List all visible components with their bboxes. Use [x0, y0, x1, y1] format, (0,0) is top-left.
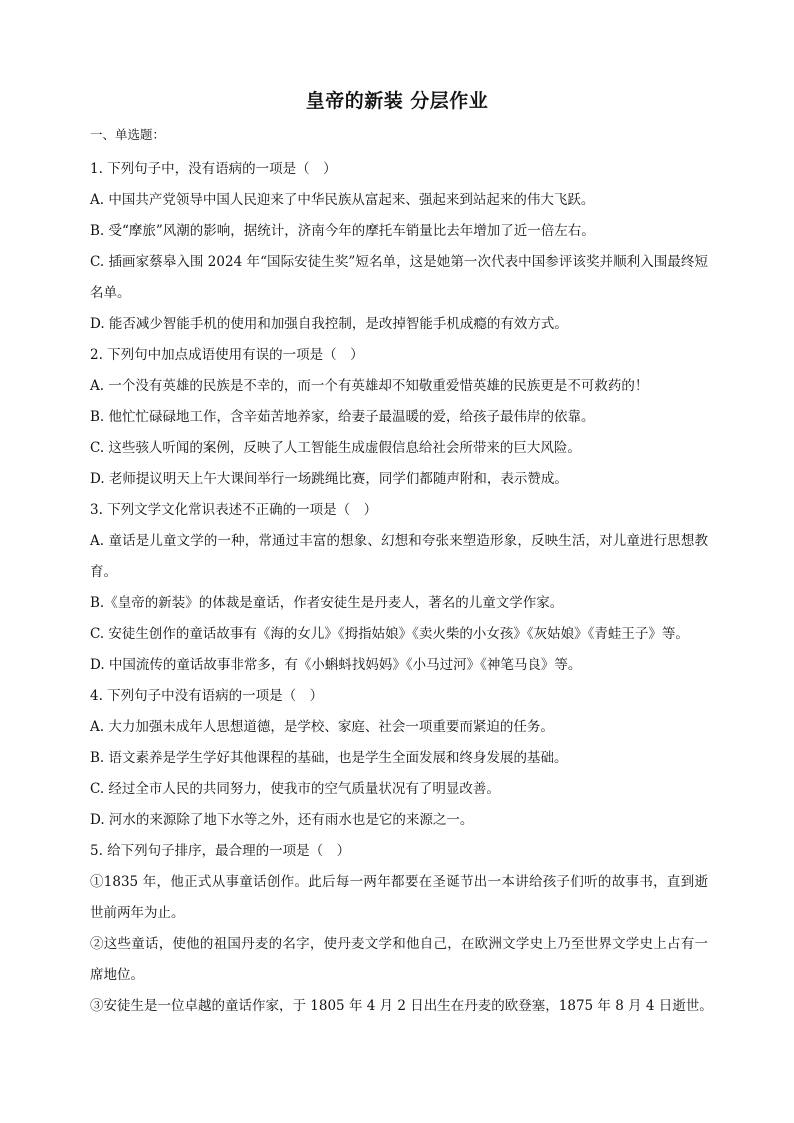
question-2-option-b: B. 他忙忙碌碌地工作，含辛茹苦地养家，给妻子最温暖的爱，给孩子最伟岸的依靠。 [90, 409, 595, 425]
question-1-option-a: A. 中国共产党领导中国人民迎来了中华民族从富起来、强起来到站起来的伟大飞跃。 [90, 192, 595, 208]
question-2-option-a: A. 一个没有英雄的民族是不幸的，而一个有英雄却不知敬重爱惜英雄的民族更是不可救药的！ [90, 378, 649, 394]
question-4-option-d: D. 河水的来源除了地下水等之外，还有雨水也是它的来源之一。 [90, 812, 474, 828]
question-2-option-d: D. 老师提议明天上午大课间举行一场跳绳比赛，同学们都随声附和，表示赞成。 [90, 471, 568, 487]
document-body [90, 124, 713, 1022]
question-3-option-a: A. 童话是儿童文学的一种，常通过丰富的想象、幻想和夸张来塑造形象，反映生活，对儿童进行思想教育。 [90, 533, 708, 580]
question-5-sentence-2: ②这些童话，使他的祖国丹麦的名字，使丹麦文学和他自己，在欧洲文学史上乃至世界文学史上占有一席地位。 [90, 936, 708, 983]
question-1-stem: 1. 下列句子中，没有语病的一项是（ ） [90, 161, 337, 177]
page-title: 皇帝的新装 分层作业 [305, 90, 489, 112]
section-heading: 一、单选题： [90, 127, 166, 142]
question-1-option-b: B. 受“摩旅”风潮的影响，据统计，济南今年的摩托车销量比去年增加了近一倍左右。 [90, 223, 595, 239]
question-2-stem: 2. 下列句中加点成语使用有误的一项是（ ） [90, 347, 364, 363]
question-4-option-b: B. 语文素养是学生学好其他课程的基础，也是学生全面发展和终身发展的基础。 [90, 750, 568, 766]
question-3-option-b: B.《皇帝的新装》的体裁是童话，作者安徒生是丹麦人，著名的儿童文学作家。 [90, 595, 564, 611]
question-4-stem: 4. 下列句子中没有语病的一项是（ ） [90, 688, 324, 704]
question-3-option-c: C. 安徒生创作的童话故事有《海的女儿》《拇指姑娘》《卖火柴的小女孩》《灰姑娘》《青蛙王子》等。 [90, 626, 689, 642]
question-5-stem: 5. 给下列句子排序，最合理的一项是（ ） [90, 843, 351, 859]
question-1-option-c: C. 插画家蔡皋入围 2024 年“国际安徒生奖”短名单，这是她第一次代表中国参评该奖并顺利入围最终短名单。 [90, 254, 708, 301]
question-5-sentence-3: ③安徒生是一位卓越的童话作家，于 1805 年 4 月 2 日出生在丹麦的欧登塞，1875 年 8 月 4 日逝世。 [90, 998, 713, 1014]
question-3-stem: 3. 下列文学文化常识表述不正确的一项是（ ） [90, 502, 378, 518]
question-4-option-a: A. 大力加强未成年人思想道德，是学校、家庭、社会一项重要而紧迫的任务。 [90, 719, 554, 735]
question-3-option-d: D. 中国流传的童话故事非常多，有《小蝌蚪找妈妈》《小马过河》《神笔马良》等。 [90, 657, 582, 673]
question-5-sentence-1: ①1835 年，他正式从事童话创作。此后每一两年都要在圣诞节出一本讲给孩子们听的故事书，直到逝世前两年为止。 [90, 874, 708, 921]
question-1-option-d: D. 能否减少智能手机的使用和加强自我控制，是改掉智能手机成瘾的有效方式。 [90, 316, 568, 332]
question-4-option-c: C. 经过全市人民的共同努力，使我市的空气质量状况有了明显改善。 [90, 781, 500, 797]
question-2-option-c: C. 这些骇人听闻的案例，反映了人工智能生成虚假信息给社会所带来的巨大风险。 [90, 440, 581, 456]
